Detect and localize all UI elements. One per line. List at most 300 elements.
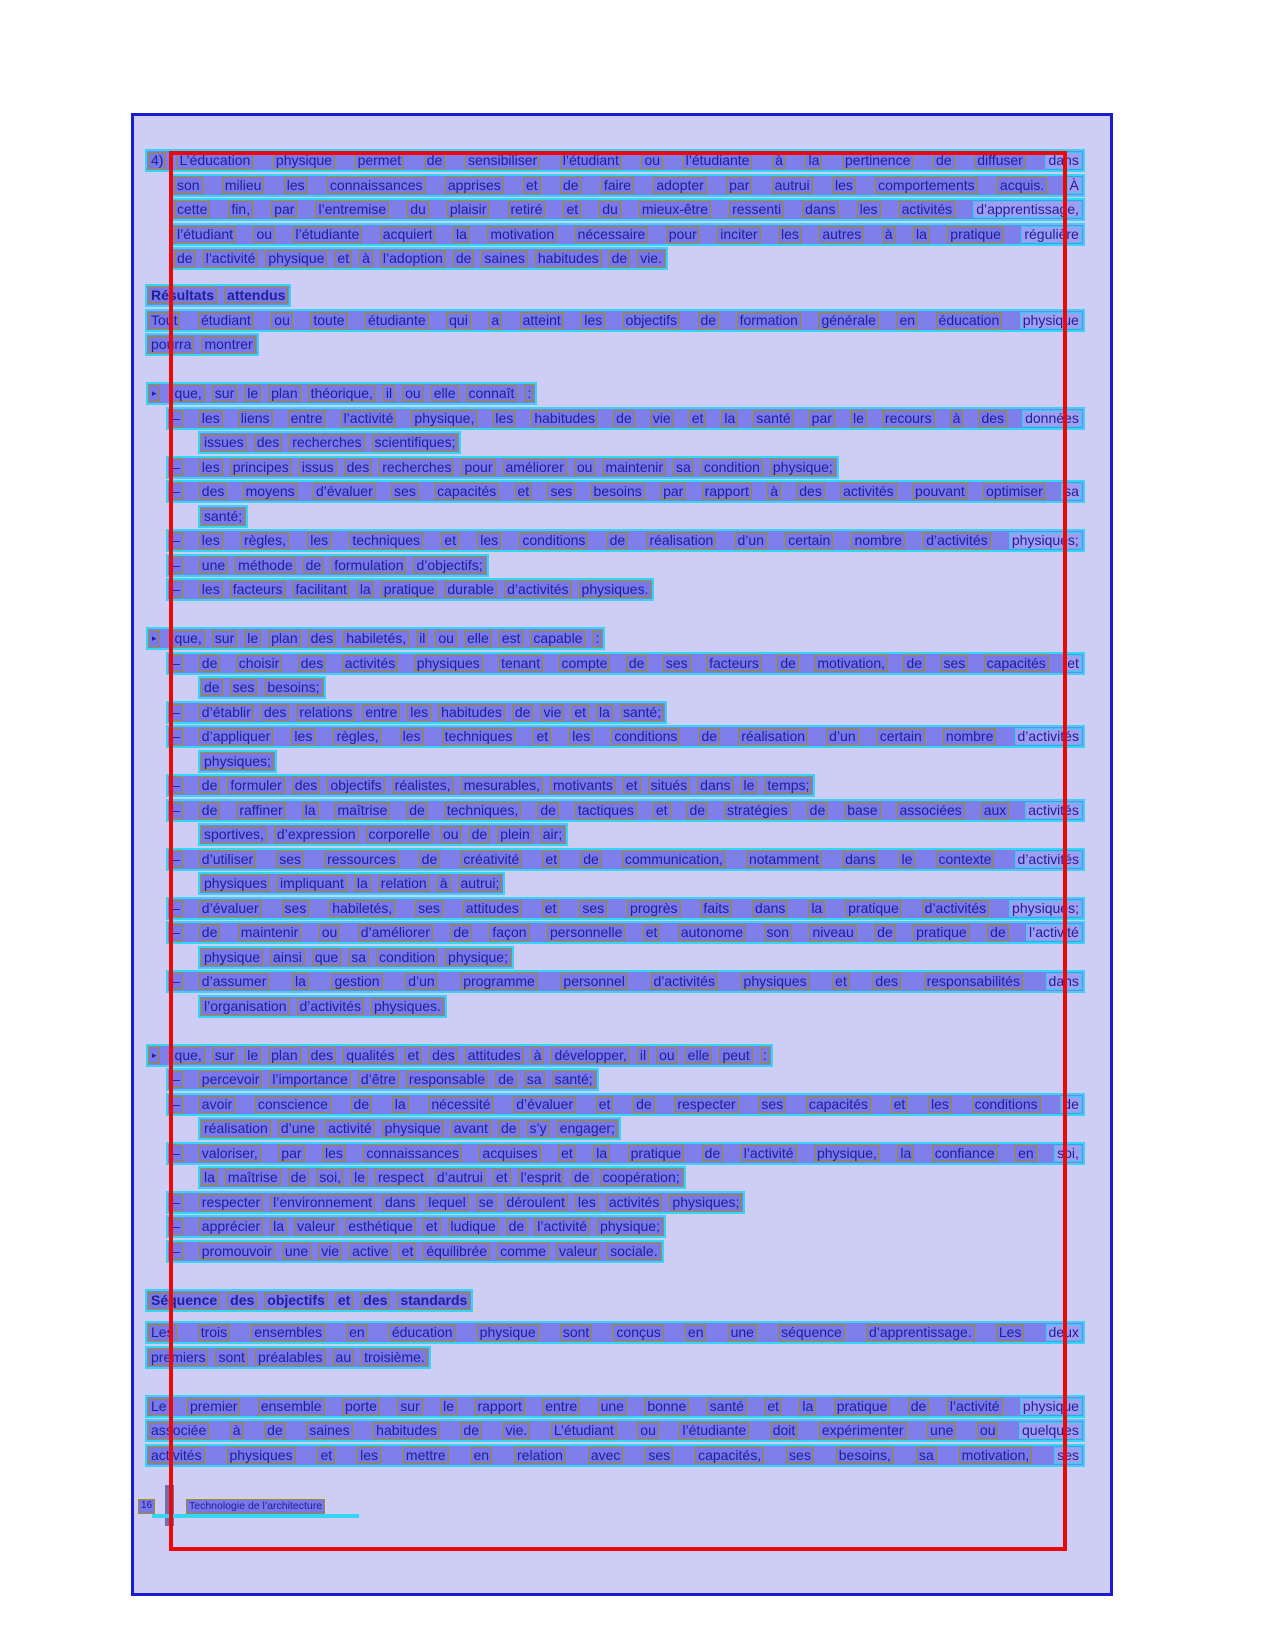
word-box: d’utiliser [199, 851, 256, 868]
dash-marker: – [169, 802, 183, 819]
word-box: par [809, 410, 835, 427]
word-box: développer, [551, 1047, 629, 1064]
line-box [166, 1068, 599, 1091]
word-box: des [308, 1047, 337, 1064]
word-box: mettre [403, 1447, 449, 1464]
word-box: communication, [622, 851, 726, 868]
word-box: scientifiques; [372, 434, 459, 451]
word-box: l’activité [203, 250, 259, 267]
word-box: la [799, 1398, 816, 1415]
word-box: de [933, 152, 955, 169]
word-box: santé; [552, 1071, 596, 1088]
word-box: Le [148, 1398, 170, 1415]
word-box: gestion [331, 973, 382, 990]
word-box: atteint [520, 312, 564, 329]
word-box: physique; [770, 459, 836, 476]
word-box: et [441, 532, 459, 549]
word-box: capacités, [695, 1447, 764, 1464]
word-box: l’étudiante [683, 152, 753, 169]
dash-block [145, 897, 1085, 922]
word-box: standards [397, 1292, 470, 1309]
word-box: et [335, 1292, 353, 1309]
word-box: physique [1020, 1398, 1082, 1415]
word-box: optimiser [983, 483, 1046, 500]
word-box: physique [273, 152, 335, 169]
dash-marker: – [169, 1243, 183, 1260]
word-box: sur [212, 385, 237, 402]
dash-block [145, 480, 1085, 529]
word-box: physiques [201, 875, 270, 892]
word-box: d’activités [922, 900, 989, 917]
word-box: d’objectifs; [413, 557, 485, 574]
dash-block [145, 1191, 1085, 1216]
word-box: d’un [735, 532, 767, 549]
word-box: compte [559, 655, 611, 672]
word-row [148, 1324, 1082, 1341]
word-box: habiletés, [329, 900, 395, 917]
word-box: le [244, 630, 261, 647]
line-box [166, 725, 1085, 748]
dash-block [145, 725, 1085, 774]
word-box: lequel [425, 1194, 468, 1211]
dash-marker: – [169, 410, 183, 427]
word-box: et [563, 201, 581, 218]
word-box: valeur [556, 1243, 600, 1260]
word-box: physique [477, 1324, 539, 1341]
word-box: et [596, 1096, 614, 1113]
dash-block [145, 701, 1085, 726]
word-box: d’un [405, 973, 437, 990]
word-box: activités [148, 1447, 205, 1464]
word-box: ou [253, 226, 275, 243]
text-line [145, 921, 1085, 946]
text-line [145, 1117, 1085, 1142]
word-box: l’activité [341, 410, 397, 427]
word-box: l’activité [1026, 924, 1082, 941]
word-box: conçus [613, 1324, 663, 1341]
word-box: condition [701, 459, 763, 476]
text-line [145, 799, 1085, 824]
word-box: la [201, 1169, 218, 1186]
text-line [145, 529, 1085, 554]
word-box: pratique [845, 900, 902, 917]
word-box: et [689, 410, 707, 427]
word-box: le [850, 410, 867, 427]
word-box: de [199, 924, 221, 941]
word-box: deux [1046, 1324, 1082, 1341]
word-box: conditions [611, 728, 680, 745]
word-box: nécessité [428, 1096, 493, 1113]
word-box: avec [588, 1447, 624, 1464]
word-box: par [660, 483, 686, 500]
word-box: autrui [772, 177, 813, 194]
word-box: autrui; [458, 875, 503, 892]
word-box: relations [296, 704, 355, 721]
word-box: motivation, [814, 655, 888, 672]
text-line [145, 1142, 1085, 1167]
word-box: physiques; [1009, 532, 1082, 549]
word-box: ses [276, 851, 304, 868]
dash-block [145, 407, 1085, 456]
line-box [166, 480, 1085, 503]
document-page [131, 113, 1113, 1596]
word-box: éducation [936, 312, 1003, 329]
word-box: capable [530, 630, 585, 647]
word-box: il [416, 630, 428, 647]
word-box: de [199, 802, 221, 819]
word-box: la [808, 900, 825, 917]
word-box: relation [378, 875, 430, 892]
word-box: la [805, 152, 822, 169]
text-line [145, 1289, 1085, 1314]
word-box: la [596, 704, 613, 721]
dash-block [145, 848, 1085, 897]
word-row [199, 410, 1082, 427]
dash-marker: – [169, 851, 183, 868]
word-row [148, 1398, 1082, 1415]
dash-block [145, 1240, 1085, 1265]
word-box: la [354, 875, 371, 892]
word-box: ensembles [251, 1324, 325, 1341]
word-box: à [437, 875, 451, 892]
word-box: la [897, 1145, 914, 1162]
dash-block [145, 774, 1085, 799]
word-box: ressenti [729, 201, 784, 218]
line-box [198, 676, 326, 699]
word-box: s’y [527, 1120, 550, 1137]
word-box: des [298, 655, 327, 672]
word-box: corporelle [366, 826, 433, 843]
dash-marker: – [169, 728, 183, 745]
line-box [166, 652, 1085, 675]
word-box: adopter [653, 177, 706, 194]
word-box: comportements [875, 177, 977, 194]
word-box: la [292, 973, 309, 990]
word-box: temps; [764, 777, 812, 794]
word-box: les [199, 532, 223, 549]
line-box [171, 223, 1085, 246]
text-line [145, 505, 1085, 530]
word-box: connaissances [363, 1145, 462, 1162]
word-row [148, 1349, 428, 1366]
word-box: en [471, 1447, 493, 1464]
text-line [145, 284, 1085, 309]
word-box: les [477, 532, 501, 549]
word-box: conscience [255, 1096, 331, 1113]
word-box: par [278, 1145, 304, 1162]
word-box: d’évaluer [199, 900, 262, 917]
word-box: autonome [678, 924, 746, 941]
word-box: que, [172, 385, 205, 402]
word-box: l’adoption [380, 250, 446, 267]
word-box: nécessaire [575, 226, 649, 243]
word-box: régulière [1021, 226, 1081, 243]
para-block [145, 309, 1085, 358]
line-box [166, 554, 489, 577]
word-box: promouvoir [199, 1243, 275, 1260]
word-box: physique [382, 1120, 444, 1137]
line-box [166, 970, 1085, 993]
dash-marker: – [169, 581, 183, 598]
word-box: l’environnement [270, 1194, 375, 1211]
word-box: l’entremise [315, 201, 389, 218]
word-box: avant [451, 1120, 491, 1137]
word-box: activité [325, 1120, 375, 1137]
word-row [174, 250, 665, 267]
word-box: de [288, 1169, 310, 1186]
word-box: est [499, 630, 524, 647]
dash-marker: – [169, 1194, 183, 1211]
word-box: de [351, 1096, 373, 1113]
dash-block [145, 456, 1085, 481]
line-box [166, 529, 1085, 552]
line-box [166, 1215, 666, 1238]
word-row [199, 973, 1082, 990]
word-box: des [796, 483, 825, 500]
word-box: conditions [519, 532, 588, 549]
word-box: entre [288, 410, 326, 427]
word-box: maintenir [238, 924, 302, 941]
word-box: programme [460, 973, 538, 990]
word-box: des [344, 459, 373, 476]
word-box: connaît [466, 385, 518, 402]
word-row [199, 900, 1082, 917]
word-box: elle [685, 1047, 713, 1064]
word-box: de [609, 250, 631, 267]
word-box: qualités [343, 1047, 397, 1064]
line-box [145, 149, 1085, 172]
word-box: la [721, 410, 738, 427]
word-row [201, 753, 274, 770]
word-box: attitudes [463, 900, 522, 917]
word-row [148, 1292, 470, 1309]
word-box: base [844, 802, 880, 819]
word-box: fin, [228, 201, 253, 218]
line-box [145, 1444, 1085, 1467]
word-box: pratique [628, 1145, 685, 1162]
word-box: L’éducation [176, 152, 253, 169]
word-box: réalisation [646, 532, 716, 549]
text-line [145, 223, 1085, 248]
word-box: saines [481, 250, 527, 267]
word-box: que [312, 949, 341, 966]
word-box: : [524, 385, 534, 402]
word-row [199, 924, 1082, 941]
word-box: les [575, 1194, 599, 1211]
word-box: associée [148, 1422, 209, 1439]
word-box: en [346, 1324, 368, 1341]
word-box: de [777, 655, 799, 672]
word-box: que, [172, 630, 205, 647]
word-box: progrès [627, 900, 680, 917]
word-box: une [728, 1324, 757, 1341]
line-box [146, 382, 537, 405]
word-box: L’étudiant [551, 1422, 617, 1439]
word-box: des [872, 973, 901, 990]
word-box: besoins; [264, 679, 322, 696]
document-text [145, 149, 1085, 1468]
word-box: et [399, 1243, 417, 1260]
dash-marker: – [169, 557, 183, 574]
word-box: et [1064, 655, 1082, 672]
word-box: diffuser [974, 152, 1026, 169]
word-box: des [978, 410, 1007, 427]
text-line [145, 1444, 1085, 1469]
word-box: pour [666, 226, 700, 243]
word-box: l’activité [534, 1218, 590, 1235]
word-box: physique; [445, 949, 511, 966]
word-box: valeur [294, 1218, 338, 1235]
page-footer [134, 1498, 454, 1546]
word-box: et [533, 728, 551, 745]
word-box: en [896, 312, 918, 329]
word-box: physiques [227, 1447, 296, 1464]
word-box: ses [940, 655, 968, 672]
line-box [145, 1346, 431, 1369]
word-box: l’activité [741, 1145, 797, 1162]
word-box: d’assumer [199, 973, 270, 990]
word-box: ses [786, 1447, 814, 1464]
word-box: tenant [498, 655, 543, 672]
dash-block [145, 554, 1085, 579]
word-box: aux [981, 802, 1010, 819]
word-box: et [542, 900, 560, 917]
line-box [145, 1321, 1085, 1344]
word-row [199, 1071, 596, 1088]
word-row [201, 949, 511, 966]
word-box: d’activités [1015, 851, 1082, 868]
heading-block [145, 1289, 1085, 1314]
word-box: vie. [503, 1422, 531, 1439]
word-box: son [174, 177, 203, 194]
word-box: objectifs [264, 1292, 328, 1309]
word-row [199, 1096, 1082, 1113]
text-line [145, 247, 1085, 272]
dash-block [145, 921, 1085, 970]
word-row [199, 1218, 663, 1235]
word-box: engager; [557, 1120, 618, 1137]
word-box: les [291, 728, 315, 745]
word-box: dans [1046, 973, 1082, 990]
dash-block [145, 1142, 1085, 1191]
word-box: expérimenter [819, 1422, 907, 1439]
word-box: la [453, 226, 470, 243]
word-box: une [199, 557, 228, 574]
word-row [199, 802, 1082, 819]
word-box: des [254, 434, 283, 451]
word-box: ou [641, 152, 663, 169]
word-box: ou [977, 1422, 999, 1439]
word-box: personnel [560, 973, 628, 990]
word-box: facteurs [230, 581, 286, 598]
word-box: : [592, 630, 602, 647]
word-box: créativité [460, 851, 522, 868]
word-box: d’activités [504, 581, 571, 598]
word-box: le [351, 1169, 368, 1186]
word-box: percevoir [199, 1071, 263, 1088]
word-box: règles, [333, 728, 381, 745]
word-box: de [424, 152, 446, 169]
word-box: plan [268, 1047, 300, 1064]
word-box: et [653, 802, 671, 819]
line-box [145, 1289, 473, 1312]
word-box: techniques, [444, 802, 522, 819]
word-box: d’une [278, 1120, 318, 1137]
line-box [145, 1419, 1085, 1442]
word-box: des [199, 483, 228, 500]
word-row [148, 336, 256, 353]
word-box: physique [201, 949, 263, 966]
text-line [145, 1419, 1085, 1444]
text-line [145, 897, 1085, 922]
word-box: elle [431, 385, 459, 402]
word-box: besoins, [836, 1447, 894, 1464]
word-box: et [515, 483, 533, 500]
word-box: une [927, 1422, 956, 1439]
word-box: de [607, 532, 629, 549]
word-box: physique, [814, 1145, 880, 1162]
word-box: physique [265, 250, 327, 267]
word-box: vie [650, 410, 674, 427]
word-box: au [333, 1349, 355, 1366]
word-box: et [317, 1447, 335, 1464]
word-box: de [453, 250, 475, 267]
word-box: premier [187, 1398, 240, 1415]
word-box: étudiante [365, 312, 429, 329]
word-row [201, 434, 458, 451]
word-row [199, 728, 1082, 745]
word-box: à [359, 250, 373, 267]
word-box: ses [579, 900, 607, 917]
word-row [199, 459, 836, 476]
word-box: qui [446, 312, 471, 329]
page-number: 16 [138, 1499, 155, 1514]
word-box: premiers [148, 1349, 208, 1366]
word-box: d’activités [650, 973, 717, 990]
word-box: techniques [442, 728, 516, 745]
word-box: elle [464, 630, 492, 647]
word-row [174, 177, 1082, 194]
word-box: séquence [778, 1324, 845, 1341]
line-box [171, 198, 1085, 221]
word-box: formulation [331, 557, 406, 574]
word-box: objectifs [623, 312, 680, 329]
word-box: doit [770, 1422, 799, 1439]
word-row [199, 655, 1082, 672]
line-box [145, 1395, 1085, 1418]
word-box: le [741, 777, 758, 794]
word-box: vie [540, 704, 564, 721]
word-box: les [357, 1447, 381, 1464]
word-box: les [492, 410, 516, 427]
word-box: de [699, 728, 721, 745]
word-box: les [199, 581, 223, 598]
word-box: les [307, 532, 331, 549]
text-line [145, 1044, 1085, 1069]
bullet-block [145, 627, 1085, 652]
text-line [145, 750, 1085, 775]
word-box: la [357, 581, 374, 598]
line-box [145, 284, 291, 307]
word-box: faits [700, 900, 732, 917]
word-row [174, 201, 1082, 218]
word-box: de [406, 802, 428, 819]
word-box: mesurables, [461, 777, 543, 794]
text-line [145, 1068, 1085, 1093]
bullet-marker: ▸ [149, 1047, 160, 1064]
word-box: dans [1045, 152, 1081, 169]
dash-marker: – [169, 483, 183, 500]
